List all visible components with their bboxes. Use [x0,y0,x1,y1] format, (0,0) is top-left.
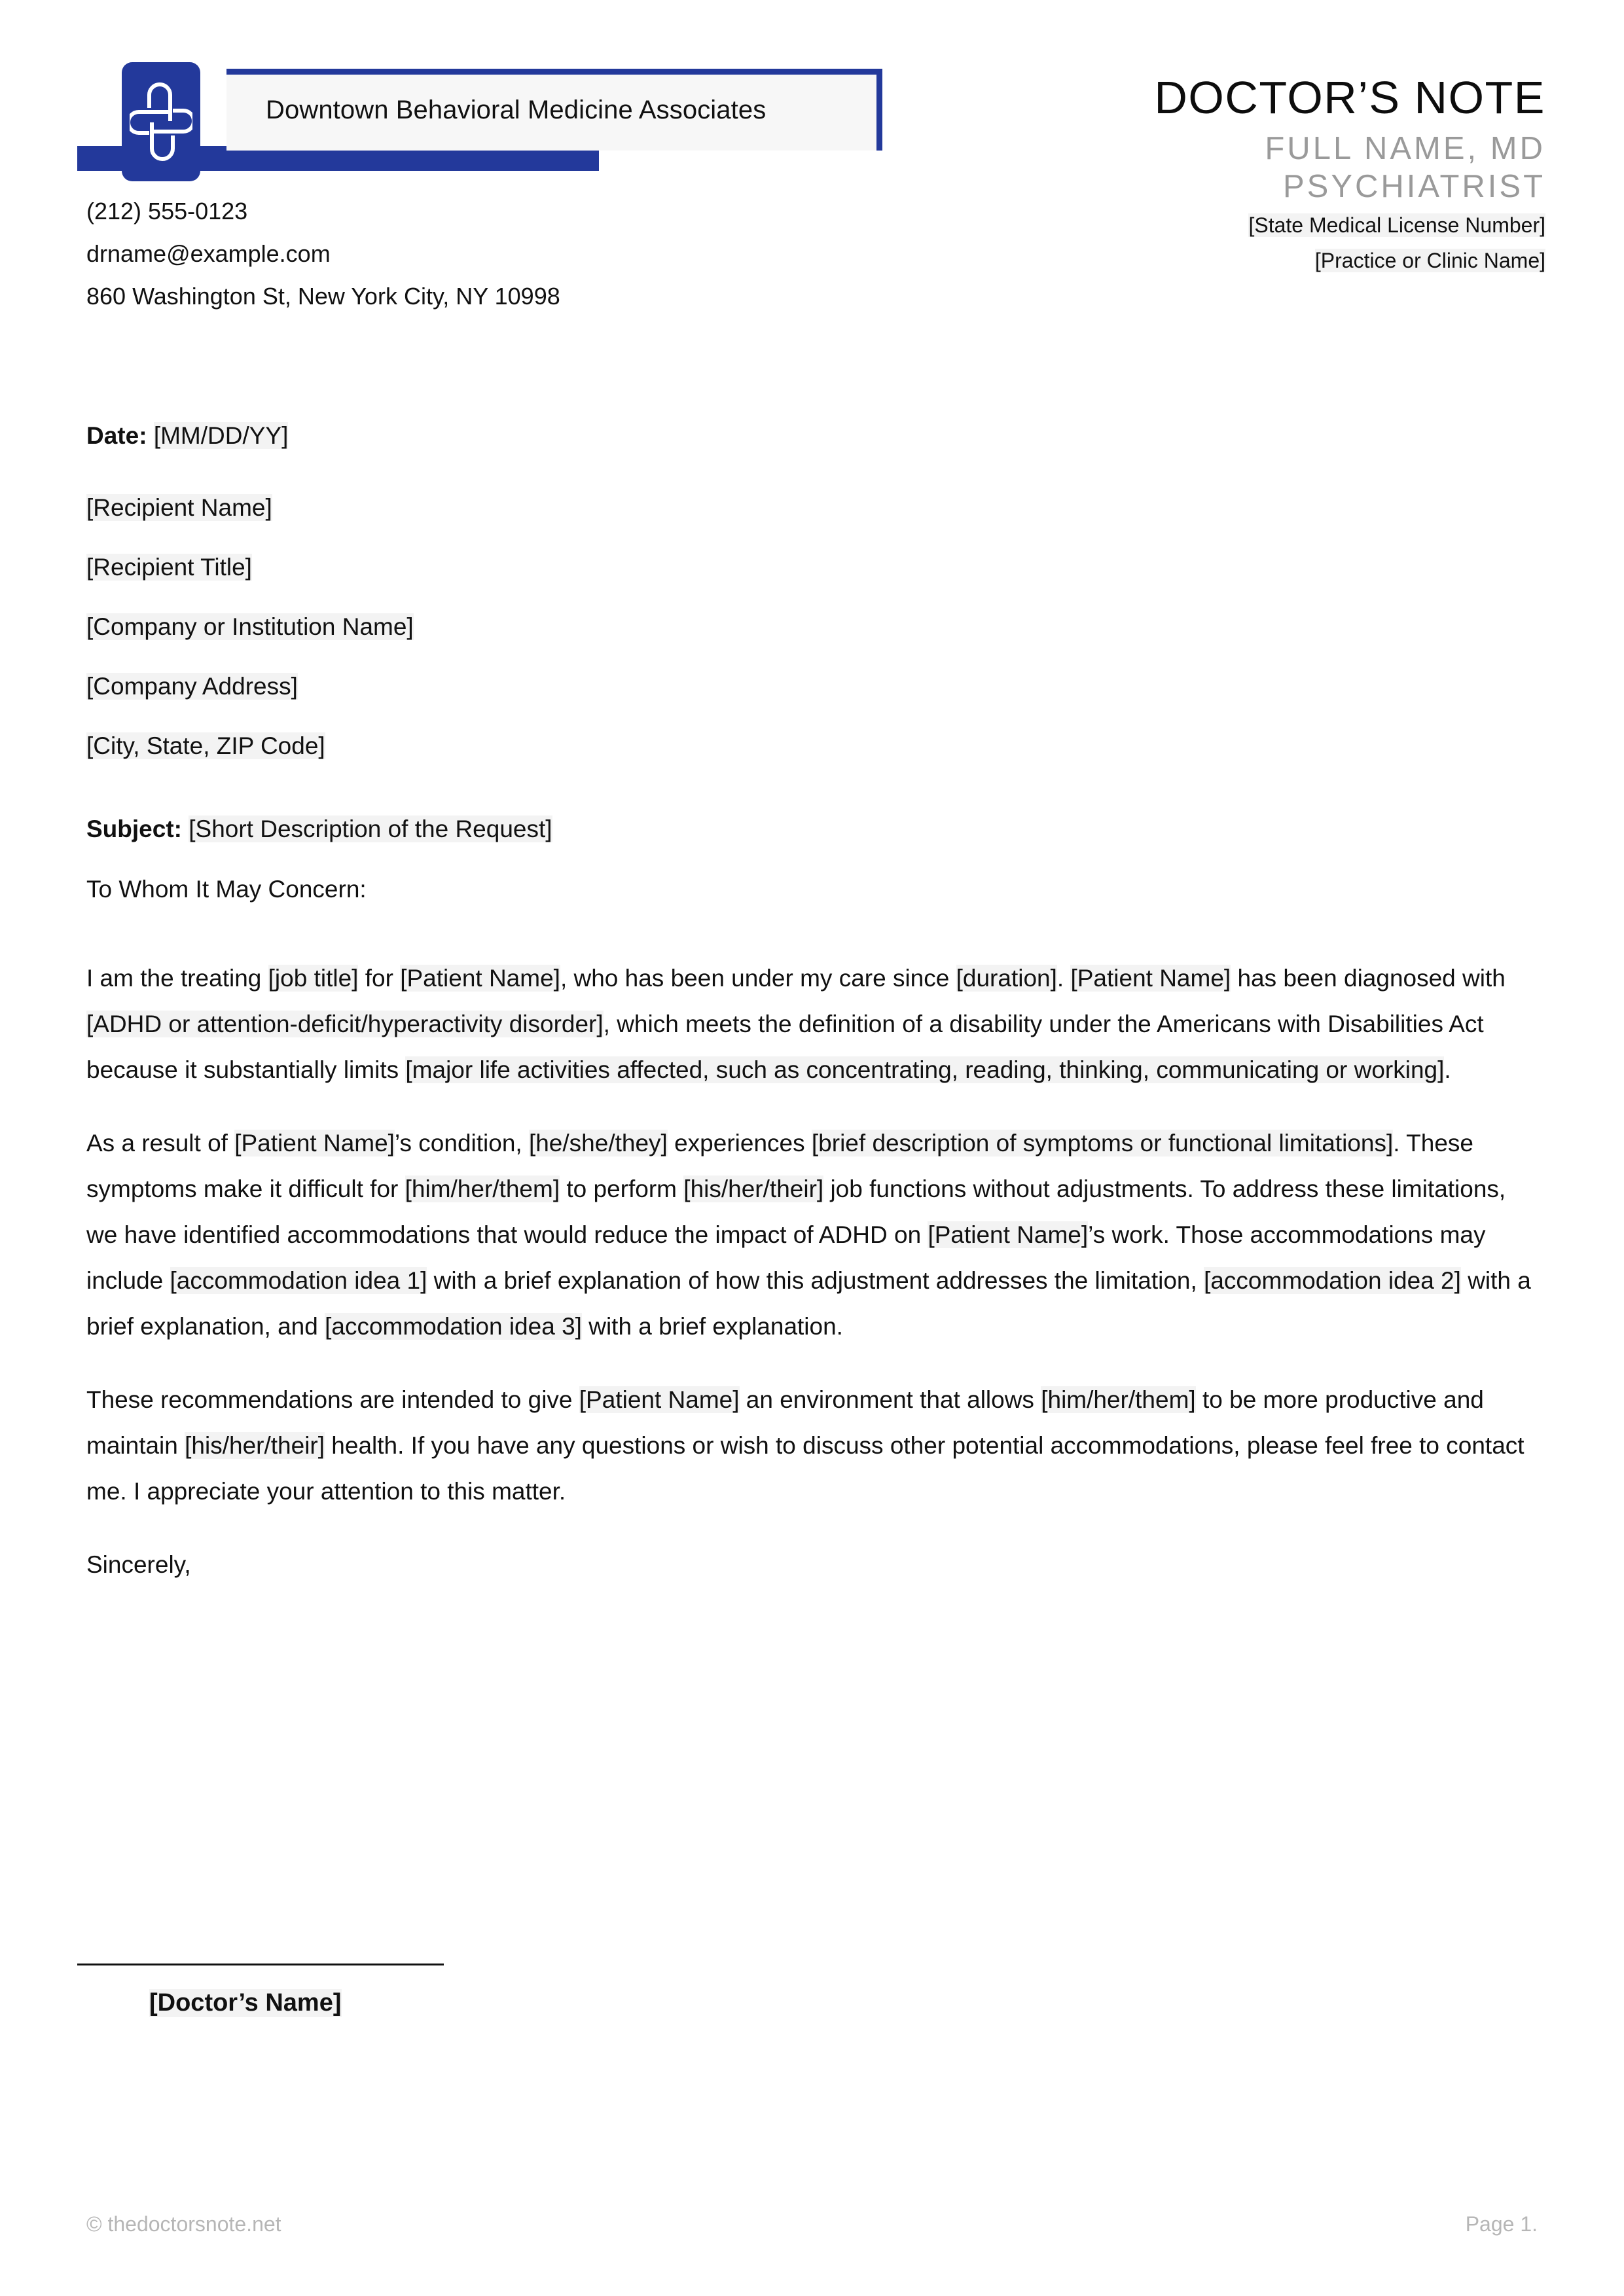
salutation: To Whom It May Concern: [86,876,367,903]
p3-h3: [his/her/their] [185,1432,325,1459]
date-line [86,406,1540,466]
signature-line [77,1964,444,1965]
p2-h4: [him/her/them] [405,1175,560,1202]
p1-h2: [Patient Name] [400,965,560,992]
p1-h4: [Patient Name] [1070,965,1231,992]
p1-s1: I am the treating [86,965,268,992]
doctor-name: FULL NAME, MD [1265,131,1545,166]
body-paragraph-1 [86,956,1540,1093]
p2-s3: experiences [667,1130,812,1157]
p2-h5: [his/her/their] [683,1175,824,1202]
body-paragraph-3 [86,1377,1540,1515]
p1-h1: [job title] [268,965,359,992]
closing: Sincerely, [86,1551,191,1578]
recipient-title-line [86,537,1540,597]
signature-block [77,1964,666,2017]
p1-s5: has been diagnosed with [1231,965,1506,992]
p1-h6: [major life activities affected, such as concentrating, reading, thinking, communicating or working] [405,1056,1445,1083]
recipient-city-line [86,716,1540,776]
p2-s8: with a brief explanation of how this adjustment addresses the limitation, [427,1267,1204,1294]
p1-s2: for [358,965,401,992]
contact-phone: (212) 555-0123 [86,198,248,224]
p3-s2: an environment that allows [739,1386,1041,1413]
subject-label: Subject: [86,816,182,842]
p2-h2: [he/she/they] [528,1130,668,1157]
subject-value: [Short Description of the Request] [189,816,552,842]
p2-h9: [accommodation idea 3] [325,1313,582,1340]
recipient-address-line [86,656,1540,716]
p2-h3: [brief description of symptoms or functional limitations] [811,1130,1394,1157]
p3-h2: [him/her/them] [1041,1386,1196,1413]
doctor-role: PSYCHIATRIST [1282,169,1545,204]
subject-line [86,799,1540,859]
p2-h6: [Patient Name] [928,1221,1089,1248]
p2-s5: to perform [560,1175,684,1202]
spacer [86,776,1540,799]
p3-s1: These recommendations are intended to give [86,1386,579,1413]
p1-s6: , which meets the definition of a disability under the Americans with Disabilities Act because it substantially limits [86,1011,1484,1083]
p2-h7: [accommodation idea 1] [170,1267,427,1294]
recipient-name-line [86,478,1540,537]
recipient-address: [Company Address] [86,673,298,700]
recipient-company-line [86,597,1540,656]
body-paragraph-2 [86,1121,1540,1350]
footer-page-number: Page 1. [1465,2212,1538,2236]
p2-s1: As a result of [86,1130,235,1157]
spacer [86,466,1540,478]
signature-name: [Doctor’s Name] [149,1989,342,2017]
p2-s10: with a brief explanation. [581,1313,843,1340]
date-value: [MM/DD/YY] [153,422,289,449]
practice-name: Downtown Behavioral Medicine Associates [266,96,767,124]
document-header [0,0,1624,367]
p2-h1: [Patient Name] [234,1130,395,1157]
medical-cross-logo-icon [130,81,192,163]
document-footer [0,2212,1624,2258]
p2-h8: [accommodation idea 2] [1204,1267,1461,1294]
p3-s4: health. If you have any questions or wish to discuss other potential accommodations, please feel free to contact me. I appreciate your attention to this matter. [86,1432,1525,1505]
p1-s7: . [1444,1056,1451,1083]
license-number-placeholder [760,211,1545,240]
contact-email: drname@example.com [86,240,331,267]
practice-name-placeholder [760,246,1545,275]
license-number-value: [State Medical License Number] [1248,213,1545,237]
footer-copyright: © thedoctorsnote.net [86,2212,281,2236]
p1-h3: [duration] [956,965,1057,992]
recipient-company: [Company or Institution Name] [86,613,414,640]
contact-address: 860 Washington St, New York City, NY 10998 [86,283,560,310]
p3-h1: [Patient Name] [579,1386,740,1413]
practice-logo [122,62,200,181]
recipient-city-state-zip: [City, State, ZIP Code] [86,732,325,759]
header-right-block [760,72,1545,275]
recipient-title: [Recipient Title] [86,554,252,581]
p1-s4: . [1056,965,1071,992]
spacer [86,920,1540,931]
p2-s6: job functions without adjustments. To address these limitations, we have identified accommodations that would reduce the impact of ADHD on [86,1175,1506,1248]
letter-body [86,406,1540,1588]
p1-h5: [ADHD or attention-deficit/hyperactivity disorder] [86,1011,604,1037]
p2-s2: ’s condition, [394,1130,529,1157]
p1-s3: , who has been under my care since [560,965,956,992]
p3-s3: to be more productive and maintain [86,1386,1484,1459]
recipient-name: [Recipient Name] [86,494,272,521]
p2-s9: with a brief explanation, and [86,1267,1531,1340]
date-label: Date: [86,422,147,449]
p2-s7: ’s work. Those accommodations may include [86,1221,1486,1294]
contact-block [86,190,560,317]
page-title: DOCTOR’S NOTE [1154,72,1545,123]
p2-s4: . These symptoms make it difficult for [86,1130,1474,1202]
practice-name-value: [Practice or Clinic Name] [1314,249,1545,272]
